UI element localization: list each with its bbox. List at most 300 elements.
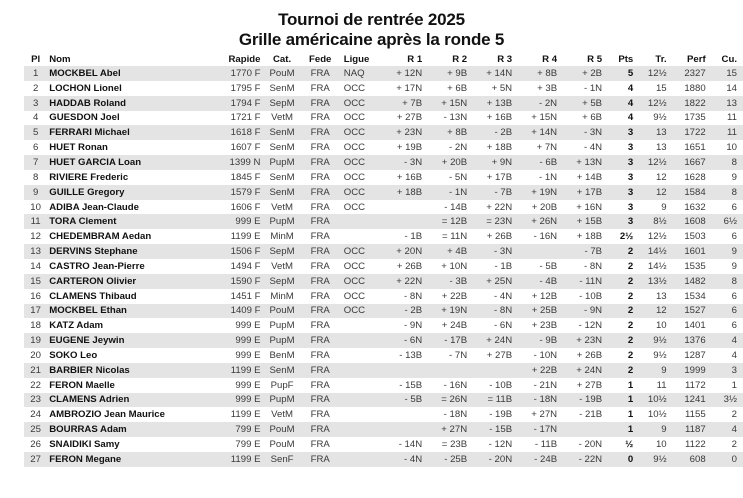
tiebreak-cell: 12½ <box>637 96 668 111</box>
round-3-cell: + 9N <box>469 155 514 170</box>
table-row <box>24 200 743 215</box>
rapide-cell: 1721 F <box>230 112 261 124</box>
points-cell: 2½ <box>619 231 634 243</box>
federation-cell: FRA <box>310 409 330 421</box>
federation-cell: FRA <box>302 393 339 408</box>
round-3-cell: + 22N <box>486 201 513 213</box>
round-1-cell: - 9N <box>404 320 423 332</box>
round-5-cell <box>559 422 604 437</box>
league-cell: OCC <box>343 260 366 272</box>
category-cell: PouM <box>262 304 301 319</box>
rapide-cell: 1399 N <box>216 155 262 170</box>
points-cell: 2 <box>604 304 637 319</box>
round-1-cell: + 17N <box>396 82 423 94</box>
cumulative-cell: 2 <box>731 409 737 421</box>
table-row <box>24 407 743 422</box>
round-1-cell: - 6N <box>383 333 424 348</box>
category-cell: PouM <box>262 422 301 437</box>
table-row <box>24 318 743 333</box>
category-cell: MinM <box>270 231 294 243</box>
place-cell: 4 <box>32 112 39 124</box>
category-cell: VetM <box>271 409 293 421</box>
round-1-cell: + 19B <box>396 142 423 154</box>
federation-cell: FRA <box>310 201 330 213</box>
league-cell: OCC <box>343 171 366 183</box>
tiebreak-cell: 12½ <box>637 66 668 81</box>
round-2-cell: - 25B <box>424 452 469 467</box>
name-cell: HUET GARCIA Loan <box>47 155 216 170</box>
league-cell: OCC <box>343 142 366 154</box>
col-federation-header: Fede <box>309 53 332 65</box>
round-3-cell: - 15B <box>469 422 514 437</box>
round-3-cell: + 14N <box>469 66 514 81</box>
name-cell: CLAMENS Thibaud <box>49 290 137 302</box>
round-2-cell: + 27N <box>424 422 469 437</box>
place-cell: 7 <box>24 155 47 170</box>
cumulative-cell: 6 <box>731 231 737 243</box>
place-cell: 5 <box>24 125 47 140</box>
cumulative-cell: 9 <box>708 244 743 259</box>
points-cell: 3 <box>604 185 637 200</box>
place-cell: 13 <box>24 244 47 259</box>
table-row <box>24 66 743 81</box>
tiebreak-cell: 13 <box>655 142 667 154</box>
performance-cell: 1172 <box>685 379 706 391</box>
round-5-cell: - 1N <box>583 82 603 94</box>
cumulative-cell: 0 <box>708 452 743 467</box>
col-round-2-header: R 2 <box>452 53 468 65</box>
round-5-cell: - 7B <box>559 244 604 259</box>
round-5-cell: + 27B <box>576 379 603 391</box>
rapide-cell: 1845 F <box>230 171 261 183</box>
round-4-cell: - 10N <box>533 349 558 361</box>
place-cell: 10 <box>30 201 41 213</box>
round-3-cell: + 17B <box>486 171 513 183</box>
table-row <box>24 244 743 259</box>
performance-cell: 1667 <box>669 155 708 170</box>
tiebreak-cell: 9 <box>637 363 668 378</box>
cumulative-cell: 4 <box>708 333 743 348</box>
round-5-cell: - 19B <box>559 393 604 408</box>
col-round-1-header: R 1 <box>407 53 423 65</box>
name-cell: HUET Ronan <box>49 142 108 154</box>
tiebreak-cell: 13 <box>637 125 668 140</box>
category-cell: SenM <box>262 185 301 200</box>
rapide-cell: 999 E <box>235 349 261 361</box>
round-1-cell: + 18B <box>383 185 424 200</box>
place-cell: 6 <box>32 142 39 154</box>
col-round-3-header: R 3 <box>497 53 513 65</box>
name-cell: CLAMENS Adrien <box>47 393 216 408</box>
points-cell: 2 <box>604 274 637 289</box>
table-row <box>24 274 743 289</box>
round-2-cell: = 11N <box>441 231 468 243</box>
round-4-cell: - 18N <box>514 393 559 408</box>
rapide-cell: 1409 F <box>216 304 262 319</box>
performance-cell: 1999 <box>669 363 708 378</box>
table-row <box>24 304 743 319</box>
performance-cell: 1608 <box>669 214 708 229</box>
rapide-cell: 1506 F <box>216 244 262 259</box>
tiebreak-cell: 10 <box>655 320 667 332</box>
tiebreak-cell: 9 <box>637 422 668 437</box>
rapide-cell: 1770 F <box>216 66 262 81</box>
name-cell: MOCKBEL Abel <box>47 66 216 81</box>
table-row <box>24 155 743 170</box>
round-4-cell: + 3B <box>537 82 558 94</box>
performance-cell: 1187 <box>669 422 708 437</box>
col-cumulative-header: Cu. <box>721 53 737 65</box>
round-1-cell: + 20N <box>383 244 424 259</box>
federation-cell: FRA <box>302 96 339 111</box>
category-cell: VetM <box>271 260 293 272</box>
round-4-cell: - 1N <box>538 171 558 183</box>
performance-cell: 1482 <box>669 274 708 289</box>
round-4-cell: - 4B <box>514 274 559 289</box>
round-3-cell: = 23N <box>469 214 514 229</box>
round-4-cell: - 2N <box>514 96 559 111</box>
round-1-cell: + 23N <box>383 125 424 140</box>
round-4-cell: - 11B <box>534 439 558 451</box>
tiebreak-cell: 14½ <box>647 260 667 272</box>
league-cell: OCC <box>339 125 383 140</box>
league-cell <box>339 318 383 333</box>
performance-cell: 1241 <box>669 393 708 408</box>
place-cell: 19 <box>24 333 47 348</box>
round-2-cell: + 9B <box>424 66 469 81</box>
federation-cell: FRA <box>302 333 339 348</box>
round-3-cell: - 3N <box>469 244 514 259</box>
cumulative-cell: 6 <box>731 290 737 302</box>
rapide-cell: 999 E <box>216 214 262 229</box>
round-5-cell: + 5B <box>559 96 604 111</box>
round-3-cell: - 10B <box>489 379 513 391</box>
round-4-cell: + 15N <box>531 112 558 124</box>
place-cell: 20 <box>30 349 41 361</box>
round-2-cell: + 19N <box>424 304 469 319</box>
round-2-cell: + 10N <box>441 260 468 272</box>
points-cell: 3 <box>627 171 634 183</box>
round-2-cell: + 6B <box>447 82 468 94</box>
round-2-cell: - 14B <box>444 201 468 213</box>
round-2-cell: + 20B <box>424 155 469 170</box>
round-1-cell: - 13B <box>399 349 423 361</box>
name-cell: SNAIDIKI Samy <box>49 439 120 451</box>
name-cell: CHEDEMBRAM Aedan <box>49 231 152 243</box>
table-row <box>24 437 743 452</box>
cumulative-cell: 8 <box>708 274 743 289</box>
round-3-cell: + 24N <box>469 333 514 348</box>
place-cell: 24 <box>30 409 41 421</box>
league-cell <box>339 407 383 422</box>
federation-cell: FRA <box>302 304 339 319</box>
name-cell: FERRARI Michael <box>47 125 216 140</box>
round-2-cell: + 24B <box>441 320 468 332</box>
cumulative-cell: 14 <box>726 82 737 94</box>
rapide-cell: 1199 E <box>216 452 262 467</box>
category-cell: BenM <box>269 349 295 361</box>
round-1-cell: + 12N <box>383 66 424 81</box>
name-cell: KATZ Adam <box>49 320 104 332</box>
place-cell: 23 <box>24 393 47 408</box>
round-2-cell: - 18N <box>443 409 468 421</box>
place-cell: 14 <box>30 260 41 272</box>
tiebreak-cell: 10 <box>655 439 667 451</box>
category-cell: PouM <box>269 439 295 451</box>
category-cell: SenM <box>262 363 301 378</box>
name-cell: HADDAB Roland <box>47 96 216 111</box>
round-5-cell: - 22N <box>559 452 604 467</box>
round-2-cell: + 8B <box>424 125 469 140</box>
round-5-cell: - 8N <box>583 260 603 272</box>
table-row <box>24 378 743 393</box>
federation-cell: FRA <box>302 452 339 467</box>
round-4-cell: - 9B <box>514 333 559 348</box>
performance-cell: 1527 <box>669 304 708 319</box>
table-row <box>24 259 743 274</box>
rapide-cell: 1494 F <box>230 260 261 272</box>
performance-cell: 1632 <box>684 201 706 213</box>
points-cell: 3 <box>604 214 637 229</box>
page-subtitle: Grille américaine après la ronde 5 <box>238 30 505 49</box>
tiebreak-cell: 12½ <box>637 155 668 170</box>
place-cell: 21 <box>24 363 47 378</box>
round-5-cell: + 26B <box>576 349 603 361</box>
table-row <box>24 185 743 200</box>
federation-cell: FRA <box>302 274 339 289</box>
round-4-cell: - 17N <box>514 422 559 437</box>
rapide-cell: 1618 F <box>216 125 262 140</box>
federation-cell: FRA <box>310 142 330 154</box>
round-2-cell: - 13N <box>443 112 468 124</box>
name-cell: FERON Megane <box>47 452 216 467</box>
federation-cell: FRA <box>302 244 339 259</box>
name-cell: TORA Clement <box>47 214 216 229</box>
round-2-cell: - 5N <box>449 171 468 183</box>
place-cell: 9 <box>24 185 47 200</box>
name-cell: ADIBA Jean-Claude <box>49 201 139 213</box>
round-1-cell: + 27B <box>396 112 423 124</box>
name-cell: LOCHON Lionel <box>49 82 122 94</box>
cumulative-cell: 9 <box>731 260 737 272</box>
round-2-cell <box>424 363 469 378</box>
round-3-cell: + 25N <box>469 274 514 289</box>
rapide-cell: 1199 E <box>230 231 261 243</box>
table-row <box>24 229 743 244</box>
round-5-cell: + 23N <box>559 333 604 348</box>
tiebreak-cell: 13 <box>655 290 667 302</box>
round-3-cell: = 11B <box>469 393 514 408</box>
category-cell: SenM <box>269 82 295 94</box>
col-category-header: Cat. <box>273 53 292 65</box>
rapide-cell: 999 E <box>216 333 262 348</box>
round-1-cell: - 3N <box>383 155 424 170</box>
round-4-cell: + 7N <box>536 142 558 154</box>
rapide-cell: 1199 E <box>216 363 262 378</box>
place-cell: 17 <box>24 304 47 319</box>
round-5-cell: - 10B <box>579 290 603 302</box>
place-cell: 11 <box>24 214 47 229</box>
round-5-cell: + 24N <box>559 363 604 378</box>
league-cell <box>339 422 383 437</box>
category-cell: MinM <box>270 290 294 302</box>
category-cell: PupM <box>262 155 301 170</box>
category-cell: PupM <box>269 320 295 332</box>
round-5-cell: + 15B <box>559 214 604 229</box>
round-4-cell: - 24B <box>514 452 559 467</box>
table-row <box>24 289 743 304</box>
round-2-cell: + 15N <box>424 96 469 111</box>
rapide-cell: 1451 F <box>230 290 261 302</box>
performance-cell: 1722 <box>669 125 708 140</box>
points-cell: 4 <box>627 112 634 124</box>
performance-cell: 1503 <box>684 231 706 243</box>
league-cell <box>339 363 383 378</box>
round-1-cell: + 26B <box>396 260 423 272</box>
table-row <box>24 170 743 185</box>
round-1-cell: - 5B <box>383 393 424 408</box>
points-cell: 5 <box>604 66 637 81</box>
federation-cell: FRA <box>310 290 330 302</box>
tiebreak-cell: 8½ <box>637 214 668 229</box>
round-4-cell: - 5B <box>539 260 558 272</box>
performance-cell: 2327 <box>669 66 708 81</box>
federation-cell: FRA <box>310 260 330 272</box>
rapide-cell: 1579 F <box>216 185 262 200</box>
round-2-cell: - 16N <box>443 379 468 391</box>
tiebreak-cell: 12 <box>637 304 668 319</box>
federation-cell: FRA <box>310 112 330 124</box>
federation-cell: FRA <box>310 379 330 391</box>
round-3-cell: + 16B <box>486 112 513 124</box>
round-5-cell: + 14B <box>576 171 603 183</box>
round-1-cell <box>383 407 424 422</box>
round-1-cell: - 8N <box>404 290 423 302</box>
league-cell <box>339 378 383 393</box>
round-1-cell <box>383 363 424 378</box>
category-cell: SepM <box>262 244 301 259</box>
league-cell <box>339 333 383 348</box>
tiebreak-cell: 10½ <box>647 409 667 421</box>
federation-cell: FRA <box>302 214 339 229</box>
col-round-5-header: R 5 <box>587 53 603 65</box>
round-2-cell: = 26N <box>424 393 469 408</box>
tiebreak-cell: 9½ <box>653 349 667 361</box>
place-cell: 1 <box>24 66 47 81</box>
tiebreak-cell: 12½ <box>647 231 667 243</box>
federation-cell: FRA <box>310 171 330 183</box>
table-row <box>24 393 743 408</box>
name-cell: CASTRO Jean-Pierre <box>49 260 145 272</box>
name-cell: BARBIER Nicolas <box>47 363 216 378</box>
name-cell: GUILLE Gregory <box>47 185 216 200</box>
federation-cell: FRA <box>302 125 339 140</box>
category-cell: PupM <box>262 214 301 229</box>
place-cell: 12 <box>30 231 41 243</box>
rapide-cell: 1606 F <box>230 201 261 213</box>
tiebreak-cell: 9½ <box>653 112 667 124</box>
points-cell: 1 <box>627 409 634 421</box>
league-cell: OCC <box>339 274 383 289</box>
place-cell: 15 <box>24 274 47 289</box>
cumulative-cell: 6½ <box>708 214 743 229</box>
points-cell: 1 <box>604 393 637 408</box>
round-4-cell: - 21N <box>533 379 558 391</box>
round-3-cell: + 18B <box>486 142 513 154</box>
league-cell: NAQ <box>339 66 383 81</box>
round-5-cell: + 16N <box>576 201 603 213</box>
table-row <box>24 81 743 96</box>
league-cell <box>339 437 383 452</box>
name-cell: CARTERON Olivier <box>47 274 216 289</box>
performance-cell: 1401 <box>684 320 706 332</box>
league-cell: OCC <box>343 112 366 124</box>
round-3-cell: - 19B <box>489 409 513 421</box>
round-1-cell <box>383 422 424 437</box>
round-5-cell: - 12N <box>578 320 603 332</box>
federation-cell: FRA <box>302 185 339 200</box>
round-3-cell: + 27B <box>486 349 513 361</box>
round-4-cell: - 6B <box>514 155 559 170</box>
league-cell: OCC <box>339 155 383 170</box>
cumulative-cell: 3½ <box>708 393 743 408</box>
col-league-header: Ligue <box>343 53 370 65</box>
cumulative-cell: 2 <box>731 439 737 451</box>
name-cell: BOURRAS Adam <box>47 422 216 437</box>
round-4-cell: + 8B <box>514 66 559 81</box>
federation-cell: FRA <box>310 231 330 243</box>
table-row <box>24 125 743 140</box>
federation-cell: FRA <box>302 155 339 170</box>
round-3-cell: - 12N <box>488 439 513 451</box>
cumulative-cell: 10 <box>726 142 737 154</box>
rapide-cell: 1199 E <box>230 409 261 421</box>
table-row <box>24 422 743 437</box>
round-3-cell: - 8N <box>469 304 514 319</box>
round-2-cell: - 17B <box>424 333 469 348</box>
points-cell: 2 <box>604 363 637 378</box>
cumulative-cell: 8 <box>708 155 743 170</box>
points-cell: 2 <box>627 349 634 361</box>
rapide-cell: 799 E <box>216 422 262 437</box>
table-row <box>24 348 743 363</box>
place-cell: 2 <box>32 82 39 94</box>
federation-cell: FRA <box>310 82 330 94</box>
table-row <box>24 333 743 348</box>
round-4-cell: + 14N <box>514 125 559 140</box>
round-1-cell <box>383 200 424 215</box>
name-cell: MOCKBEL Ethan <box>47 304 216 319</box>
federation-cell: FRA <box>302 66 339 81</box>
place-cell: 25 <box>24 422 47 437</box>
round-1-cell: - 2B <box>383 304 424 319</box>
federation-cell: FRA <box>310 320 330 332</box>
points-cell: 1 <box>627 379 634 391</box>
name-cell: DERVINS Stephane <box>47 244 216 259</box>
cumulative-cell: 4 <box>731 349 737 361</box>
name-cell: RIVIERE Frederic <box>49 171 129 183</box>
round-1-cell <box>383 214 424 229</box>
category-cell: SepM <box>262 274 301 289</box>
rapide-cell: 1794 F <box>216 96 262 111</box>
round-1-cell: - 14N <box>398 439 423 451</box>
round-4-cell: + 20B <box>531 201 558 213</box>
round-2-cell: = 12B <box>424 214 469 229</box>
round-3-cell: + 5N <box>491 82 513 94</box>
round-4-cell: + 26N <box>514 214 559 229</box>
cumulative-cell: 15 <box>708 66 743 81</box>
points-cell: 3 <box>604 125 637 140</box>
